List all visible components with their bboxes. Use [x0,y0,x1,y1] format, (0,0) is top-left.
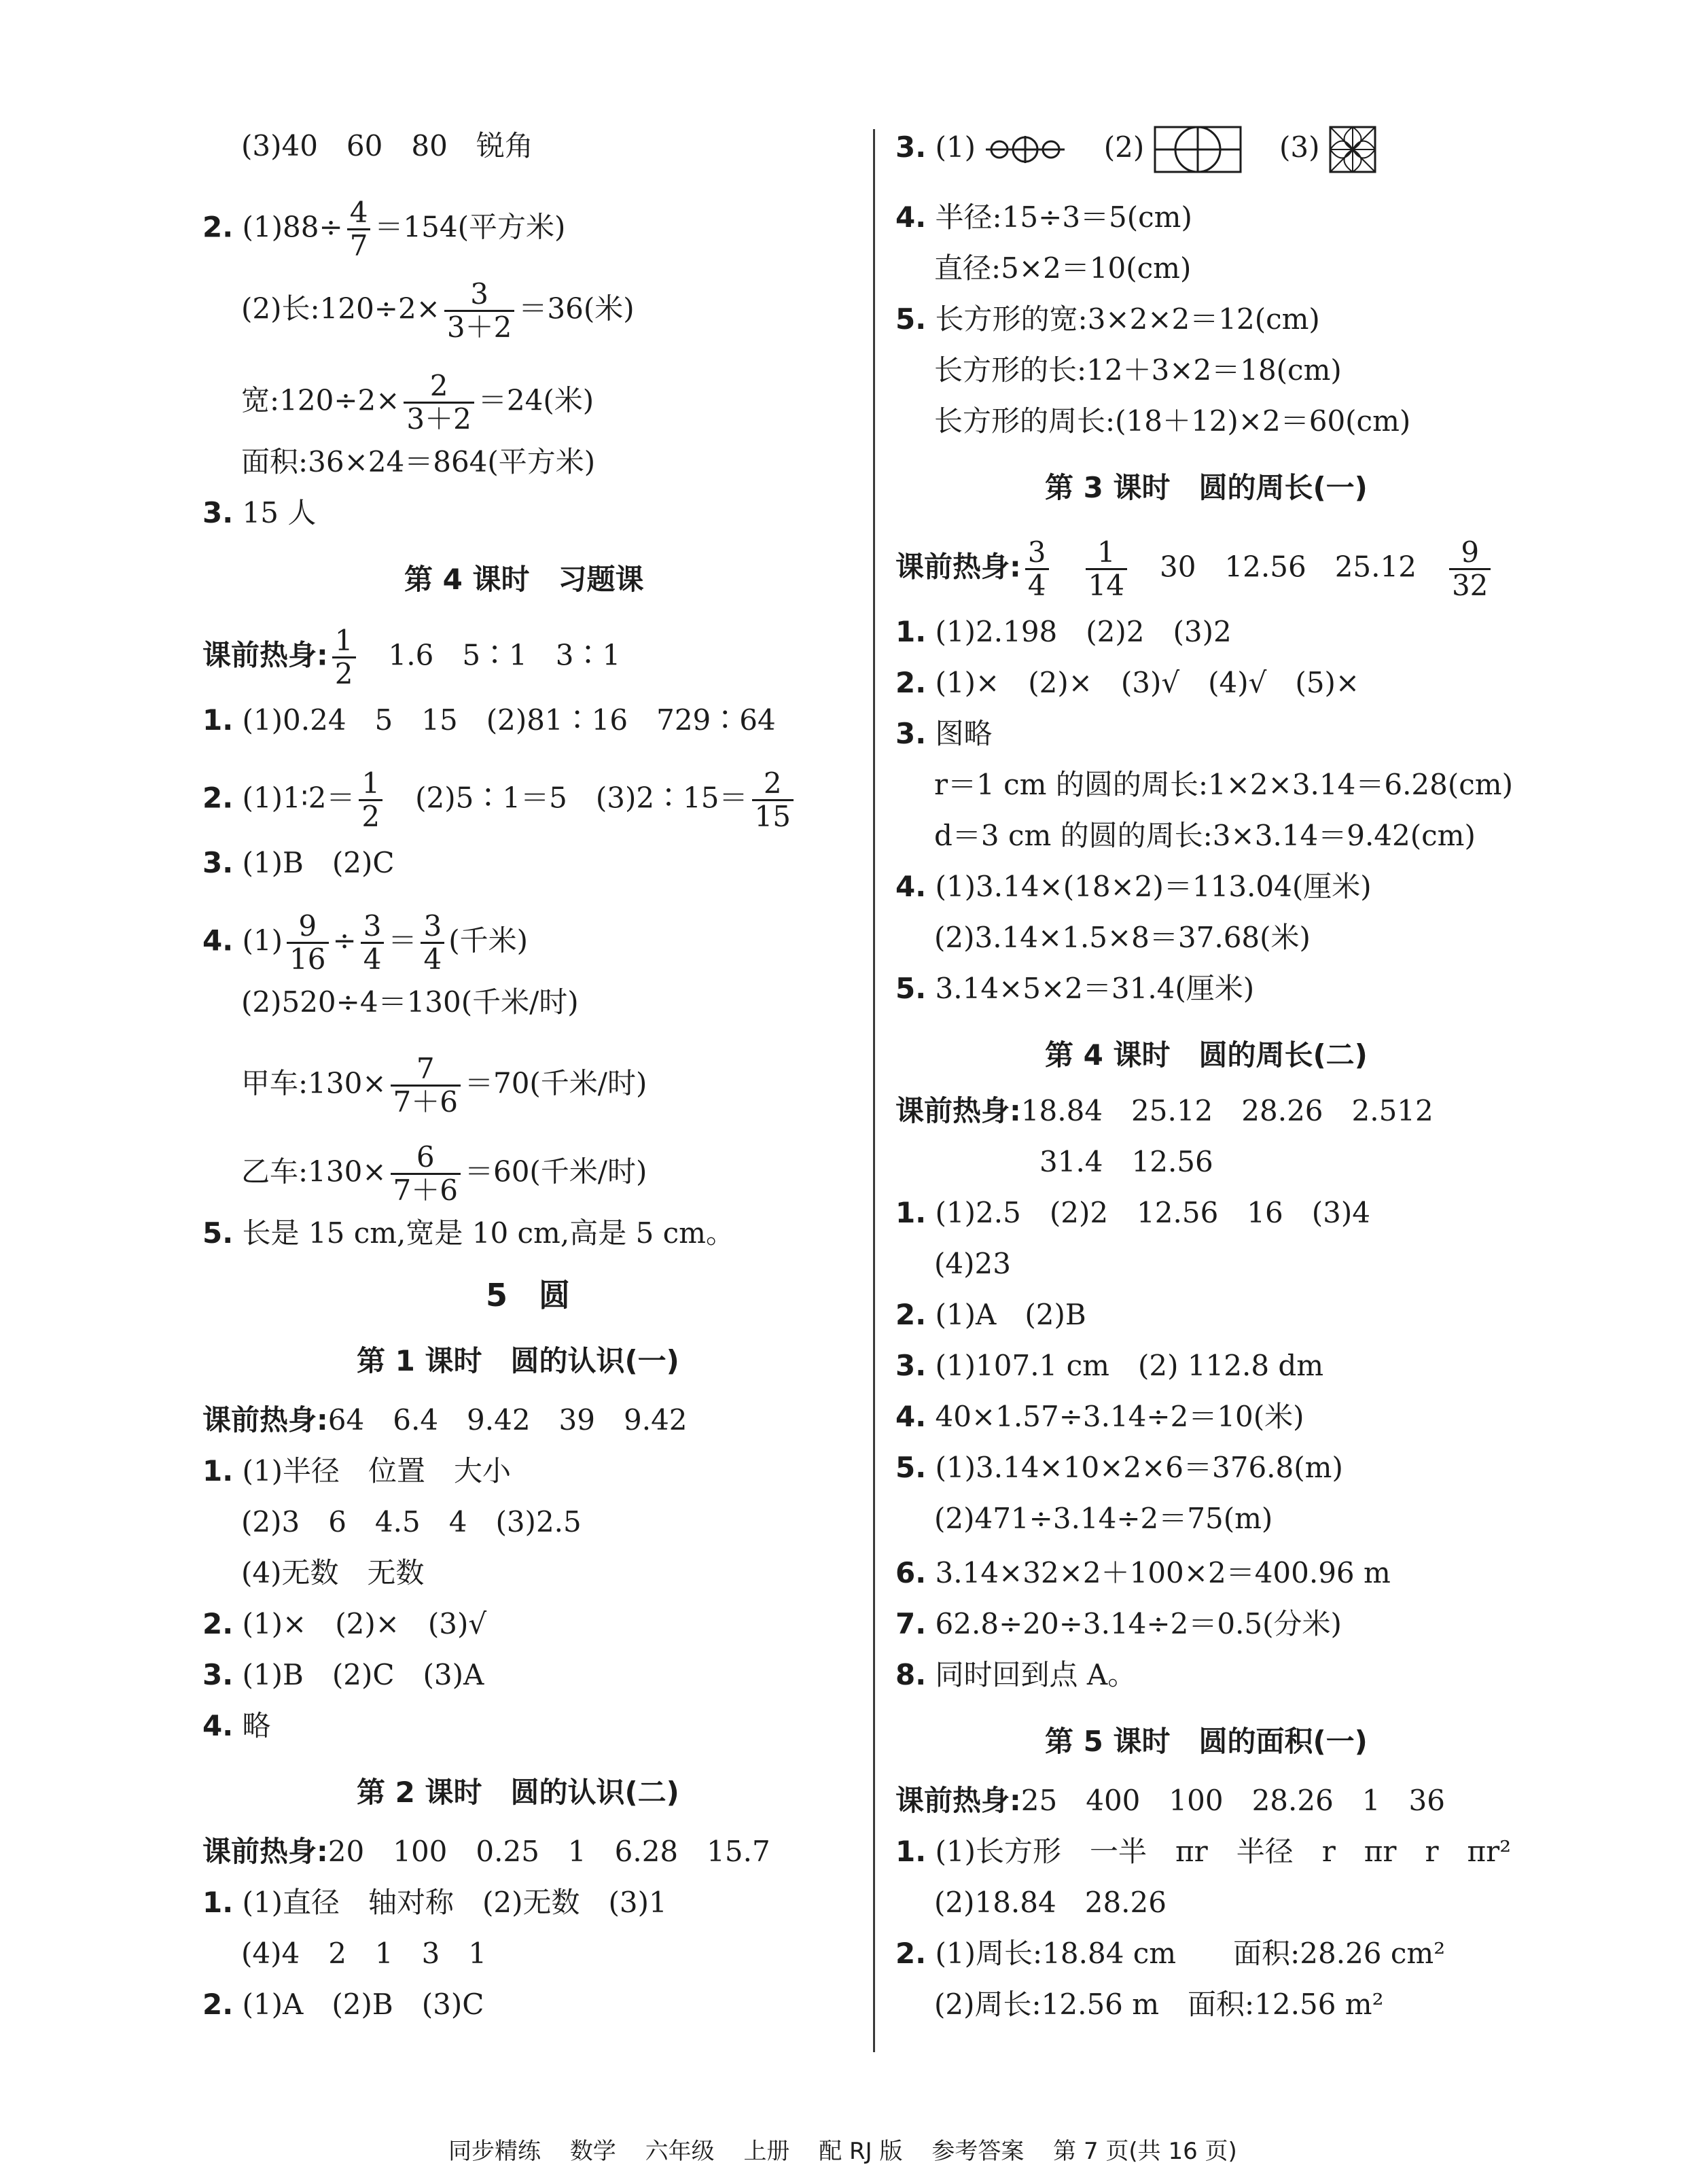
fraction: $\frac{4}{7}$ [347,197,371,262]
footer-subject: 数学 [569,2138,616,2165]
answer-line: 5. 3.14×5×2＝31.4(厘米) [895,972,1255,1005]
footer-section: 参考答案 [931,2138,1025,2165]
column-divider [873,129,875,2052]
item-number: 1. [202,1886,234,1919]
item-number: 3. [202,496,234,529]
three-circles-figure [984,133,1066,166]
answer-line: 甲车:130× $\frac{7}{7+6}$ ＝70(千米/时) [241,1052,647,1119]
answer-line: (2)长:120÷2× $\frac{3}{3+2}$ ＝36(米) [241,277,635,344]
item-number: 3. [895,130,927,164]
rectangle-circle-figure [1154,126,1242,173]
item-number: 1. [202,703,234,737]
answer-line: (4)无数 无数 [241,1556,425,1589]
answer-line: 2. (1)88÷ $\frac{4}{7}$ ＝154(平方米) [202,196,566,262]
answer-line: 1. (1)2.198 (2)2 (3)2 [895,615,1232,648]
answer-line: 面积:36×24＝864(平方米) [241,445,596,478]
fraction: $\frac{6}{7+6}$ [391,1142,461,1206]
warmup-line: 31.4 12.56 [1039,1145,1213,1178]
item-number: 1. [895,1196,927,1229]
item-number: 2. [895,1298,927,1331]
answer-line: 8. 同时回到点 A。 [895,1658,1137,1691]
item-number: 2. [202,781,234,815]
item-number: 5. [895,972,927,1005]
unit-heading: 5 圆 [486,1277,571,1314]
answer-line: d＝3 cm 的圆的周长:3×3.14＝9.42(cm) [934,819,1476,852]
item-number: 4. [202,923,234,957]
item-number: 3. [202,1658,234,1691]
answer-line: 乙车:130× $\frac{6}{7+6}$ ＝60(千米/时) [241,1140,647,1207]
footer-book: 同步精练 [448,2138,541,2165]
fraction: $\frac{3}{4}$ [421,911,444,975]
warmup-line: 课前热身:20 100 0.25 1 6.28 15.7 [202,1835,770,1868]
answer-line: 2. (1)× (2)× (3)√ [202,1607,487,1640]
footer-page: 第 7 页(共 16 页) [1053,2138,1237,2165]
item-number: 3. [895,717,927,750]
item-number: 5. [895,1451,927,1484]
item-number: 2. [202,210,234,244]
item-number: 2. [202,1607,234,1640]
item-number: 7. [895,1607,927,1640]
answer-line: 5. 长是 15 cm,宽是 10 cm,高是 5 cm。 [202,1216,735,1250]
answer-line: 1. (1)0.24 5 15 (2)81∶16 729∶64 [202,703,776,737]
fraction: $\frac{2}{15}$ [752,768,794,832]
item-number: 3. [202,846,234,879]
answer-line: (2)471÷3.14÷2＝75(m) [934,1502,1273,1535]
fraction: $\frac{9}{16}$ [287,911,328,975]
answer-line: 2. (1)A (2)B [895,1298,1086,1331]
lesson-heading: 第 3 课时 圆的周长(一) [1045,471,1368,504]
warmup-line: 课前热身: $\frac{1}{2}$ 1.6 5∶1 3∶1 [202,624,621,690]
fraction: $\frac{3}{4}$ [361,911,385,975]
answer-line: 宽:120÷2× $\frac{2}{3+2}$ ＝24(米) [241,369,594,436]
item-number: 8. [895,1658,927,1691]
lesson-heading: 第 4 课时 圆的周长(二) [1045,1038,1368,1072]
fraction: $\frac{2}{3+2}$ [404,370,474,435]
answer-line: 2. (1)1∶2＝ $\frac{1}{2}$ (2)5∶1＝5 (3)2∶15＝ $\frac{2}{15}$ [202,768,798,832]
answer-line: (2)周长:12.56 m 面积:12.56 m² [934,1988,1384,2021]
item-number: 2. [202,1988,234,2021]
answer-line: 3. 图略 [895,717,993,750]
item-number: 1. [895,1835,927,1868]
answer-line: 2. (1)周长:18.84 cm 面积:28.26 cm² [895,1937,1446,1970]
answer-line: 5. 长方形的宽:3×2×2＝12(cm) [895,302,1320,336]
answer-line: 6. 3.14×32×2＋100×2＝400.96 m [895,1556,1391,1589]
left-column [0,0,863,2079]
footer-grade: 六年级 [645,2138,715,2165]
fraction: $\frac{3}{3+2}$ [444,279,514,343]
answer-line: (2)3.14×1.5×8＝37.68(米) [934,921,1311,954]
item-number: 5. [895,302,927,336]
fraction: $\frac{7}{7+6}$ [391,1053,461,1118]
warmup-line: 课前热身:64 6.4 9.42 39 9.42 [202,1403,688,1437]
answer-line: 4. 40×1.57÷3.14÷2＝10(米) [895,1400,1304,1433]
item-number: 3. [895,1349,927,1382]
fraction: $\frac{9}{32}$ [1449,537,1491,601]
answer-line: 4. (1) $\frac{9}{16}$ ÷ $\frac{3}{4}$ ＝ $\frac{3}{4}$ (千米) [202,909,528,976]
answer-line: 1. (1)长方形 一半 πr 半径 r πr r πr² [895,1835,1512,1868]
item-number: 4. [202,1709,234,1742]
square-petal-figure [1329,126,1376,173]
footer-edition: 配 RJ 版 [819,2138,903,2165]
fraction: $\frac{3}{4}$ [1025,537,1049,601]
answer-line: 1. (1)半径 位置 大小 [202,1454,512,1487]
answer-line: 1. (1)2.5 (2)2 12.56 16 (3)4 [895,1196,1370,1229]
answer-line: 4. 略 [202,1709,271,1742]
answer-line: (2)18.84 28.26 [934,1886,1167,1919]
answer-line: 3. (1)B (2)C (3)A [202,1658,484,1691]
answer-line: (3)40 60 80 锐角 [241,129,533,162]
answer-line: 7. 62.8÷20÷3.14÷2＝0.5(分米) [895,1607,1342,1640]
answer-line: 长方形的长:12＋3×2＝18(cm) [934,353,1342,387]
answer-line: 4. (1)3.14×(18×2)＝113.04(厘米) [895,870,1372,903]
right-column [883,0,1691,2079]
answer-line: 4. 半径:15÷3＝5(cm) [895,200,1192,234]
warmup-line: 课前热身: $\frac{3}{4}$ $\frac{1}{14}$ 30 12.56 25.12 $\frac{9}{32}$ [895,537,1495,601]
fraction: $\frac{1}{14}$ [1086,537,1127,601]
item-number: 1. [202,1454,234,1487]
warmup-line: 课前热身:25 400 100 28.26 1 36 [895,1784,1445,1817]
answer-line: 2. (1)A (2)B (3)C [202,1988,484,2021]
warmup-line: 课前热身:18.84 25.12 28.26 2.512 [895,1094,1434,1127]
answer-line: r＝1 cm 的圆的周长:1×2×3.14＝6.28(cm) [934,768,1513,801]
lesson-heading: 第 4 课时 习题课 [404,563,644,596]
lesson-heading: 第 2 课时 圆的认识(二) [357,1776,679,1809]
answer-line: 3. 15 人 [202,496,317,529]
answer-line: 长方形的周长:(18＋12)×2＝60(cm) [934,404,1411,438]
answer-line: 3. (1) (2) (3) [895,126,1376,173]
item-number: 4. [895,1400,927,1433]
item-number: 2. [895,1937,927,1970]
item-number: 5. [202,1216,234,1250]
item-number: 6. [895,1556,927,1589]
item-number: 1. [895,615,927,648]
answer-line: 2. (1)× (2)× (3)√ (4)√ (5)× [895,666,1360,699]
item-number: 4. [895,870,927,903]
item-number: 4. [895,200,927,234]
answer-line: (2)520÷4＝130(千米/时) [241,985,579,1019]
lesson-heading: 第 5 课时 圆的面积(一) [1045,1725,1368,1758]
footer-volume: 上册 [743,2138,790,2165]
answer-line: 1. (1)直径 轴对称 (2)无数 (3)1 [202,1886,667,1919]
answer-line: 3. (1)107.1 cm (2) 112.8 dm [895,1349,1324,1382]
page-footer [448,2132,1259,2166]
fraction: $\frac{1}{2}$ [359,768,382,832]
lesson-heading: 第 1 课时 圆的认识(一) [357,1344,679,1377]
item-number: 2. [895,666,927,699]
answer-line: (4)4 2 1 3 1 [241,1937,487,1970]
fraction: $\frac{1}{2}$ [332,625,356,690]
answer-line: 3. (1)B (2)C [202,846,395,879]
answer-line: 5. (1)3.14×10×2×6＝376.8(m) [895,1451,1343,1484]
answer-line: (4)23 [934,1247,1011,1280]
answer-line: 直径:5×2＝10(cm) [934,251,1192,285]
answer-line: (2)3 6 4.5 4 (3)2.5 [241,1505,582,1538]
